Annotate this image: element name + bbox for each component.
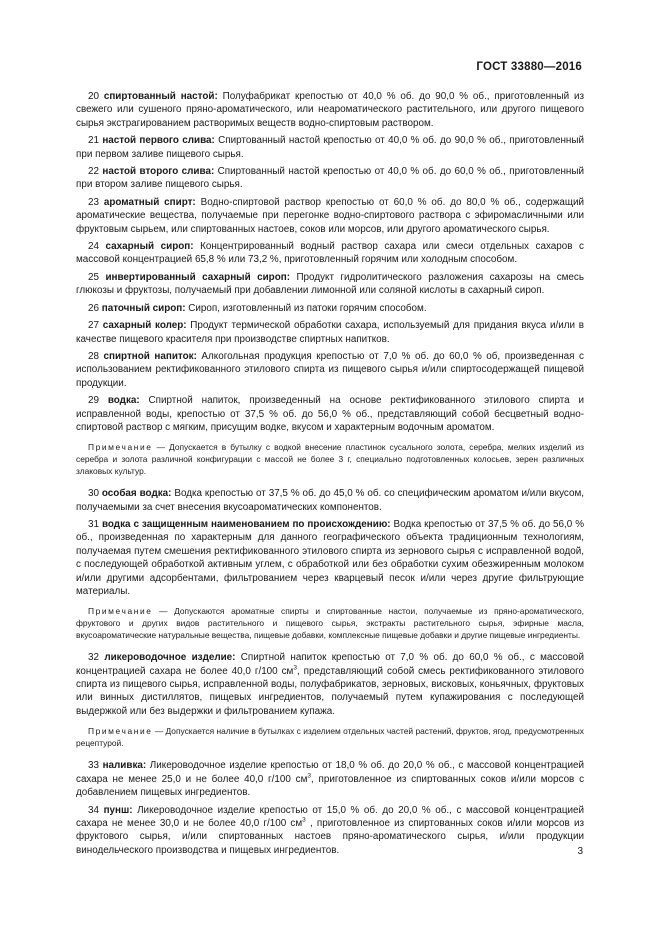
definition-term: ароматный спирт: xyxy=(103,196,196,208)
definitions-list-1 xyxy=(76,90,584,434)
note-label: Примечание xyxy=(88,442,153,453)
definition-21 xyxy=(76,134,584,161)
definition-number: 28 xyxy=(88,350,99,362)
definition-text-cont: , представляющий собой смесь ректификованного этилового спирта из пищевого сырья, исправленной воды, полуфабрикатов, зерновых, висковых, коньячных, фруктовых или винных дистиллятов, пищевых ингредиентов, получаемый путем купажирования с последующей выдержкой или без выдержки и фильтрованием купажа. xyxy=(76,665,584,717)
definition-text: Ликероводочное изделие крепостью от 18,0 % об. до 20,0 % об., с массовой концентрацией сахара не менее 25,0 и не более 40,0 г/100 см xyxy=(76,760,584,785)
definition-text: Спиртованный настой крепостью от 40,0 % об. до 60,0 % об., приготовленный при втором заливе пищевого сырья. xyxy=(76,166,584,191)
definition-term: спиртной напиток: xyxy=(103,350,197,362)
definition-text: Алкогольная продукция крепостью от 7,0 % об. до 60,0 % об, произведенная с использованием ректификованного этилового спирта из пищевого сырья и/или спиртосодержащей пищевой продукции. xyxy=(76,350,584,389)
definition-number: 23 xyxy=(88,196,99,208)
definition-34 xyxy=(76,804,584,858)
definition-number: 26 xyxy=(88,302,99,314)
definition-text: Полуфабрикат крепостью от 40,0 % об. до 90,0 % об., приготовленный из свежего или сушеного пряно-ароматического, или неароматического растительного, или другого пищевого сырья экстрагированием растворимых веществ водно-спиртовым раствором. xyxy=(76,91,585,129)
superscript: 3 xyxy=(307,772,311,780)
definition-number: 22 xyxy=(88,166,99,178)
definition-term: пунш: xyxy=(103,804,133,816)
definition-31 xyxy=(76,518,584,598)
definition-text: Водка крепостью от 37,5 % об. до 56,0 % об., произведенная по характерным для данного географического объекта традиционным технологиям, получаемая путем смешения ректификованного этилового спирта из зернового сырья с исправленной водой, с последующей обработкой активным углем, с обработкой или без обработки сухим обезжиренным молоком и/или другими адсорбентами, фильтрованием через кварцевый песок и/или через другие фильтрующие материалы. xyxy=(76,518,584,597)
definition-number: 27 xyxy=(88,320,99,332)
page-number: 3 xyxy=(577,846,583,857)
definition-number: 21 xyxy=(88,135,99,147)
definition-term: водка с защищенным наименованием по происхождению: xyxy=(101,518,391,530)
definition-text: Водно-спиртовой раствор крепостью от 60,0 % об. до 80,0 % об., содержащий ароматические вещества, получаемые при перегонке водно-спиртового раствора с эфиромасличными или фруктовым сырьем, или спиртованных настоев, соков или морсов, или другого ароматического сырья. xyxy=(76,196,584,235)
definition-24 xyxy=(76,240,584,267)
definition-text-cont: , приготовленное из спиртованных соков и/или морсов из фруктового сырья, и/или спиртованных настоев пряно-ароматического сырья, и/или продукции винодельческого производства и пищевых ингредиентов. xyxy=(76,818,584,856)
definition-term: настой второго слива: xyxy=(102,166,215,178)
superscript: 3 xyxy=(293,664,297,672)
definition-text: Ликероводочное изделие крепостью от 15,0 % об. до 20,0 % об., с массовой концентрацией сахара не менее 30,0 и не более 40,0 г/100 см xyxy=(76,804,584,829)
definition-number: 32 xyxy=(88,652,99,664)
document-body xyxy=(76,90,584,861)
definition-number: 20 xyxy=(88,91,99,102)
definition-number: 34 xyxy=(88,804,99,816)
definition-text: Продукт гидролитического разложения сахарозы на смесь глюкозы и фруктозы, получаемый при добавлении лимонной или соляной кислоты в сахарный сироп. xyxy=(76,271,584,297)
definition-number: 25 xyxy=(88,271,99,283)
definition-term: сахарный сироп: xyxy=(105,241,194,253)
definition-text: Продукт термической обработки сахара, используемый для придания вкуса и/или в качестве пищевого красителя при производстве спиртных напитков. xyxy=(76,320,584,345)
definition-32 xyxy=(76,651,584,718)
definition-29 xyxy=(76,394,584,434)
definition-number: 29 xyxy=(88,395,99,407)
definition-33 xyxy=(76,759,584,799)
definition-term: спиртованный настой: xyxy=(103,91,218,102)
definition-text: Водка крепостью от 37,5 % об. до 45,0 % об. со специфическим ароматом и/или вкусом, получаемыми за счет внесения вкусоароматических компонентов. xyxy=(76,488,584,513)
definition-28 xyxy=(76,350,584,390)
definition-20 xyxy=(76,90,584,130)
definition-23 xyxy=(76,196,584,236)
superscript: 3 xyxy=(302,816,306,824)
note-text: — Допускаются ароматные спирты и спиртованные настои, получаемые из пряно-ароматического, фруктового и других видов растительного и пищевого сырья, экстракты растительного сырья, эфирные масла, вкусоароматические натуральные вещества, пищевые добавки, комплексные пищевые добавки и другие пищевые ингредиенты. xyxy=(76,606,584,640)
definition-22 xyxy=(76,165,584,192)
definition-term: наливка: xyxy=(102,760,147,772)
definition-number: 24 xyxy=(88,241,99,253)
definitions-list-2 xyxy=(76,487,584,598)
note-2 xyxy=(76,606,584,641)
note-3 xyxy=(76,726,584,749)
definition-term: паточный сироп: xyxy=(101,302,186,314)
definition-text: Спиртной напиток крепостью от 7,0 % об. до 60,0 % об., с массовой концентрацией сахара не более 40,0 г/100 см xyxy=(76,652,584,677)
definition-25 xyxy=(76,271,584,298)
definition-text: Концентрированный водный раствор сахара или смеси отдельных сахаров с массовой концентрацией 65,8 % или 73,2 %, приготовленный горячим или холодным способом. xyxy=(76,241,584,266)
definition-30 xyxy=(76,487,584,514)
definition-26 xyxy=(76,302,584,315)
definition-term: инвертированный сахарный сироп: xyxy=(105,271,291,283)
note-text: — Допускается в бутылку с водкой внесение пластинок сусального золота, серебра, мелких изделий из серебра и золота различной конфигурации с массой не более 3 г, специально подготовленных колосьев, зерен различных злаковых культур. xyxy=(76,442,584,476)
note-label: Примечание xyxy=(88,606,153,617)
definition-term: водка: xyxy=(107,395,140,407)
note-1 xyxy=(76,442,584,477)
note-label: Примечание xyxy=(88,726,153,737)
definition-term: особая водка: xyxy=(101,488,172,500)
definition-number: 31 xyxy=(88,518,99,530)
definition-text-cont: , приготовленное из спиртованных соков и/или морсов с добавлением пищевых ингредиентов. xyxy=(76,773,585,799)
standard-designation: ГОСТ 33880—2016 xyxy=(476,61,582,73)
definition-text: Спиртной напиток, произведенный на основе ректификованного этилового спирта и исправленной воды, крепостью от 37,5 % об. до 56,0 % об., представляющий собой бесцветный водно-спиртовой раствор с мягким, присущим водке, вкусом и характерным водочным ароматом. xyxy=(76,395,584,433)
definition-term: настой первого слива: xyxy=(102,135,215,147)
note-text: — Допускается наличие в бутылках с изделием отдельных частей растений, фруктов, ягод, предусмотренных рецептурой. xyxy=(76,726,584,748)
definition-number: 33 xyxy=(88,760,99,772)
definition-number: 30 xyxy=(88,488,99,500)
definition-term: сахарный колер: xyxy=(102,320,187,332)
definition-text: Сироп, изготовленный из патоки горячим способом. xyxy=(185,302,427,314)
definition-27 xyxy=(76,319,584,346)
definition-term: ликероводочное изделие: xyxy=(104,652,236,664)
definition-text: Спиртованный настой крепостью от 40,0 % об. до 90,0 % об., приготовленный при первом заливе пищевого сырья. xyxy=(76,135,584,160)
